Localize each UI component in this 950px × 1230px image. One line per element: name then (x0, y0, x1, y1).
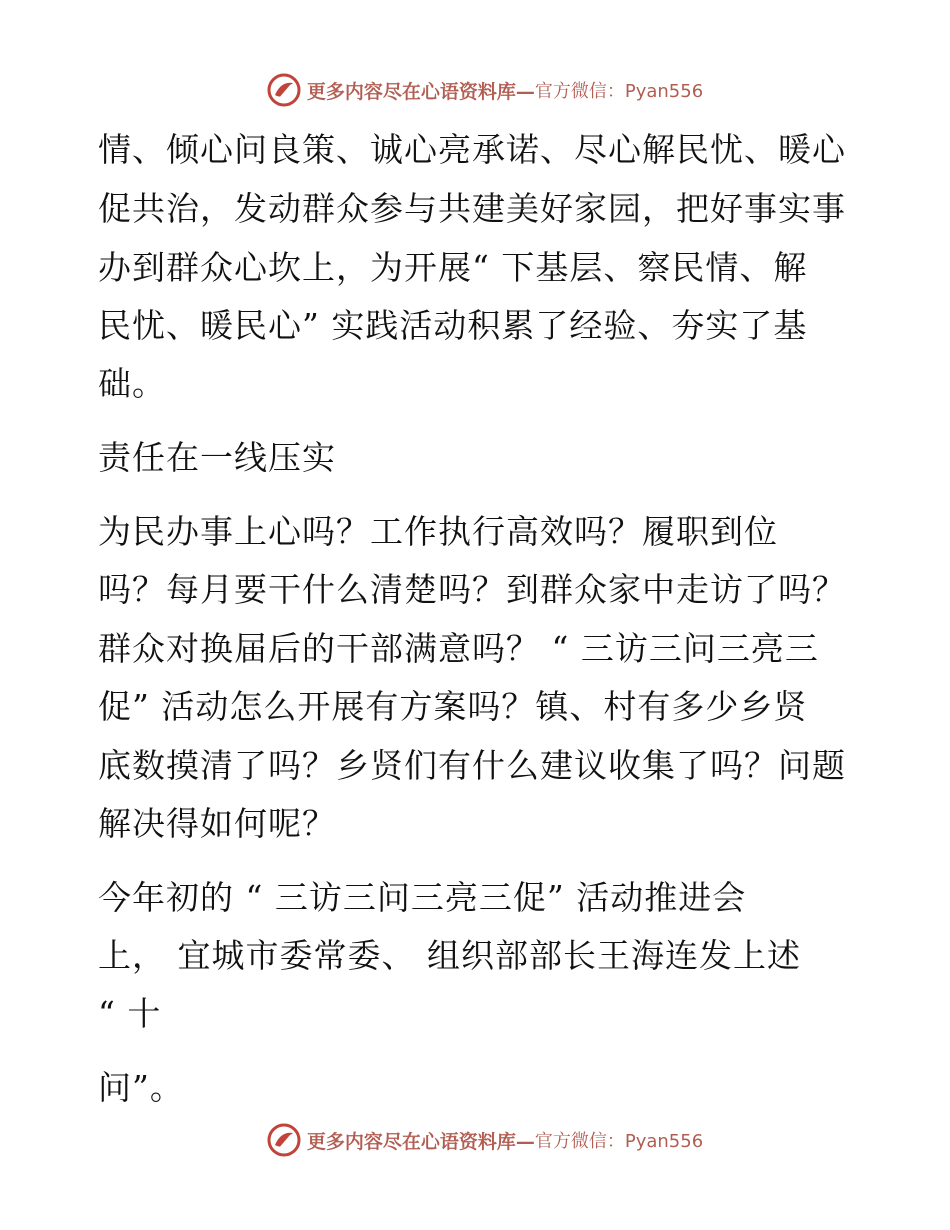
text-line: 解决得如何呢？ (98, 804, 336, 843)
brand-logo-icon (267, 1123, 301, 1157)
text-line: 办到群众心坎上，为开展“ 下基层、察民情、解 (98, 248, 808, 287)
text-line: 问”。 (98, 1068, 184, 1107)
text-line: 群众对换届后的干部满意吗？ “ 三访三问三亮三 (98, 629, 819, 668)
footer-banner-wechat: 官方微信：Pyan556 (534, 1131, 704, 1152)
footer-banner (0, 1120, 950, 1160)
text-line: “ 十 (98, 994, 162, 1033)
text-line: 底数摸清了吗？乡贤们有什么建议收集了吗？问题 (98, 746, 846, 785)
header-banner-text: 更多内容尽在心语资料库— (306, 80, 535, 103)
text-line: 础。 (98, 364, 166, 403)
text-line: 为民办事上心吗？工作执行高效吗？履职到位 (98, 512, 778, 551)
header-banner-wechat: 官方微信：Pyan556 (534, 81, 704, 102)
text-line: 民忧、暖民心” 实践活动积累了经验、夯实了基 (98, 306, 808, 345)
text-line: 情、倾心问良策、诚心亮承诺、尽心解民忧、暖心 (98, 130, 846, 169)
text-line: 今年初的 “ 三访三问三亮三促” 活动推进会 (98, 878, 747, 917)
text-line: 促共治，发动群众参与共建美好家园，把好事实事 (98, 189, 846, 228)
brand-logo-icon (267, 73, 301, 107)
footer-banner-text: 更多内容尽在心语资料库— (306, 1130, 535, 1153)
text-line: 促” 活动怎么开展有方案吗？镇、村有多少乡贤 (98, 687, 808, 726)
text-line: 上， 宜城市委常委、 组织部部长王海连发上述 (98, 936, 801, 975)
section-heading: 责任在一线压实 (98, 438, 336, 477)
text-line: 吗？每月要干什么清楚吗？到群众家中走访了吗？ (98, 570, 846, 609)
header-banner (0, 70, 950, 110)
